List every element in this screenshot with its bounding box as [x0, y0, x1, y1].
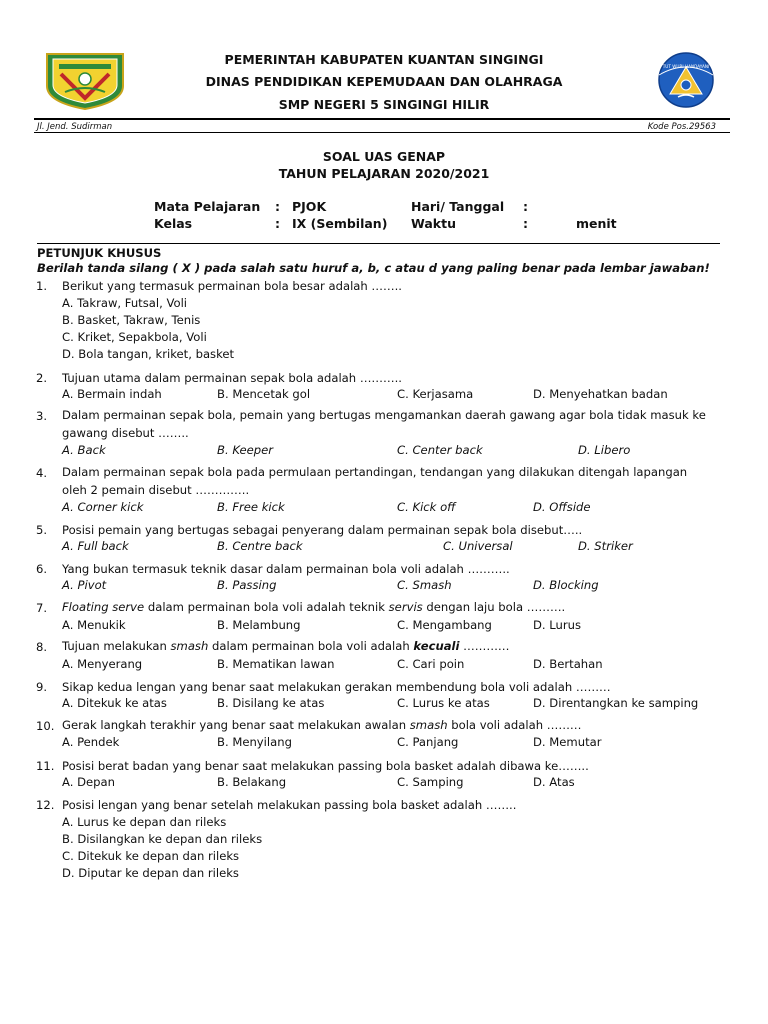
option-d: D. Lurus	[533, 618, 582, 632]
option-a: A. Bermain indah	[62, 387, 162, 401]
question-text: Berikut yang termasuk permainan bola besar adalah ……..	[62, 279, 402, 293]
question-text-term: smash	[409, 718, 448, 732]
option-b: B. Basket, Takraw, Tenis	[62, 313, 201, 327]
option-c: C. Universal	[443, 539, 513, 553]
instructions-text: Berilah tanda silang ( X ) pada salah satu huruf a, b, c atau d yang paling benar pada lembar jawaban!	[37, 261, 710, 275]
postal-code-text: Kode Pos.29563	[647, 122, 716, 132]
option-c: C. Mengambang	[397, 618, 492, 632]
question-text-emphasis: kecuali	[413, 639, 460, 653]
header-line-department: DINAS PENDIDIKAN KEPEMUDAAN DAN OLAHRAGA	[205, 74, 563, 89]
question-text-part: dalam permainan bola voli adalah	[208, 639, 414, 653]
option-b: B. Belakang	[217, 775, 287, 789]
header-divider-thin	[34, 132, 730, 133]
option-d: D. Offside	[533, 500, 591, 514]
day-date-colon: :	[523, 199, 528, 214]
question-number: 9.	[36, 680, 48, 694]
option-d: D. Blocking	[533, 578, 599, 592]
question-text: Posisi pemain yang bertugas sebagai penyerang dalam permainan sepak bola disebut…..	[62, 523, 583, 537]
option-c: C. Center back	[397, 443, 483, 457]
question-text-part: bola voli adalah ………	[447, 718, 582, 732]
question-text	[62, 600, 565, 614]
option-c: C. Panjang	[397, 735, 459, 749]
subject-label: Mata Pelajaran	[154, 199, 261, 214]
option-d: D. Memutar	[533, 735, 602, 749]
svg-text:TUT WURI HANDAYANI: TUT WURI HANDAYANI	[662, 64, 710, 69]
question-text: Tujuan utama dalam permainan sepak bola adalah ………..	[62, 371, 402, 385]
option-b: B. Centre back	[217, 539, 303, 553]
question-text-part: dalam permainan bola voli adalah teknik	[144, 600, 389, 614]
header-line-school: SMP NEGERI 5 SINGINGI HILIR	[278, 97, 490, 112]
question-text-line1: Dalam permainan sepak bola, pemain yang bertugas mengamankan daerah gawang agar bola tidak masuk ke	[62, 408, 706, 422]
question-text-part: Tujuan melakukan	[62, 639, 171, 653]
option-c: C. Lurus ke atas	[397, 696, 490, 710]
question-number: 5.	[36, 523, 48, 537]
question-text: Yang bukan termasuk teknik dasar dalam permainan bola voli adalah ………..	[62, 562, 510, 576]
option-a: A. Depan	[62, 775, 115, 789]
option-a: A. Lurus ke depan dan rileks	[62, 815, 227, 829]
question-number: 4.	[36, 466, 48, 480]
question-number: 8.	[36, 640, 48, 654]
option-a: A. Back	[62, 443, 106, 457]
option-a: A. Corner kick	[62, 500, 144, 514]
class-label: Kelas	[154, 216, 193, 231]
question-text-line1: Dalam permainan sepak bola pada permulaan pertandingan, tendangan yang dilakukan ditengah lapangan	[62, 465, 688, 479]
option-a: A. Menyerang	[62, 657, 143, 671]
day-date-label: Hari/ Tanggal	[411, 199, 505, 214]
question-text-term: smash	[170, 639, 209, 653]
question-text-term: servis	[388, 600, 423, 614]
option-b: B. Mematikan lawan	[217, 657, 335, 671]
option-b: B. Disilang ke atas	[217, 696, 325, 710]
option-c: C. Ditekuk ke depan dan rileks	[62, 849, 240, 863]
option-b: B. Mencetak gol	[217, 387, 311, 401]
question-number: 3.	[36, 409, 48, 423]
option-d: D. Diputar ke depan dan rileks	[62, 866, 239, 880]
question-text-line2: oleh 2 pemain disebut …………..	[62, 483, 250, 497]
option-c: C. Cari poin	[397, 657, 465, 671]
question-number: 7.	[36, 601, 48, 615]
option-a: A. Pendek	[62, 735, 120, 749]
question-text	[62, 639, 510, 653]
option-c: C. Kerjasama	[397, 387, 474, 401]
option-a: A. Pivot	[62, 578, 107, 592]
subject-colon: :	[275, 199, 280, 214]
header-line-government: PEMERINTAH KABUPATEN KUANTAN SINGINGI	[224, 52, 544, 67]
question-number: 11.	[36, 759, 55, 773]
option-c: C. Samping	[397, 775, 464, 789]
subject-value: PJOK	[292, 199, 327, 214]
info-divider	[37, 243, 720, 244]
question-number: 2.	[36, 371, 48, 385]
question-text: Posisi berat badan yang benar saat melakukan passing bola basket adalah dibawa ke……..	[62, 759, 589, 773]
question-number: 6.	[36, 562, 48, 576]
option-b: B. Disilangkan ke depan dan rileks	[62, 832, 263, 846]
option-d: D. Bertahan	[533, 657, 603, 671]
class-colon: :	[275, 216, 280, 231]
header-divider-thick	[34, 118, 730, 120]
time-colon: :	[523, 216, 528, 231]
option-a: A. Menukik	[62, 618, 126, 632]
time-label: Waktu	[411, 216, 456, 231]
question-number: 10.	[36, 719, 55, 733]
question-text-part: dengan laju bola ……….	[422, 600, 566, 614]
time-unit: menit	[576, 216, 617, 231]
option-b: B. Passing	[217, 578, 277, 592]
class-value: IX (Sembilan)	[292, 216, 388, 231]
option-d: D. Atas	[533, 775, 575, 789]
option-b: B. Melambung	[217, 618, 301, 632]
instructions-heading: PETUNJUK KHUSUS	[37, 246, 162, 260]
question-text	[62, 718, 582, 732]
question-text-term: Floating serve	[62, 600, 145, 614]
option-b: B. Keeper	[217, 443, 274, 457]
exam-title: SOAL UAS GENAP	[322, 149, 446, 164]
option-d: D. Striker	[578, 539, 633, 553]
option-b: B. Free kick	[217, 500, 285, 514]
question-text: Sikap kedua lengan yang benar saat melakukan gerakan membendung bola voli adalah ………	[62, 680, 611, 694]
option-d: D. Libero	[578, 443, 631, 457]
question-number: 12.	[36, 798, 55, 812]
option-d: D. Bola tangan, kriket, basket	[62, 347, 235, 361]
address-text: Jl. Jend. Sudirman	[37, 122, 113, 132]
option-c: C. Smash	[397, 578, 452, 592]
question-number: 1.	[36, 279, 48, 293]
exam-year: TAHUN PELAJARAN 2020/2021	[278, 166, 490, 181]
question-text-part: Gerak langkah terakhir yang benar saat melakukan awalan	[62, 718, 410, 732]
option-d: D. Menyehatkan badan	[533, 387, 668, 401]
option-a: A. Ditekuk ke atas	[62, 696, 167, 710]
question-text: Posisi lengan yang benar setelah melakukan passing bola basket adalah ……..	[62, 798, 517, 812]
option-c: C. Kick off	[397, 500, 456, 514]
option-c: C. Kriket, Sepakbola, Voli	[62, 330, 207, 344]
option-a: A. Takraw, Futsal, Voli	[62, 296, 188, 310]
question-text-line2: gawang disebut ……..	[62, 426, 189, 440]
option-a: A. Full back	[62, 539, 129, 553]
option-d: D. Direntangkan ke samping	[533, 696, 699, 710]
question-text-part: …………	[459, 639, 510, 653]
option-b: B. Menyilang	[217, 735, 292, 749]
